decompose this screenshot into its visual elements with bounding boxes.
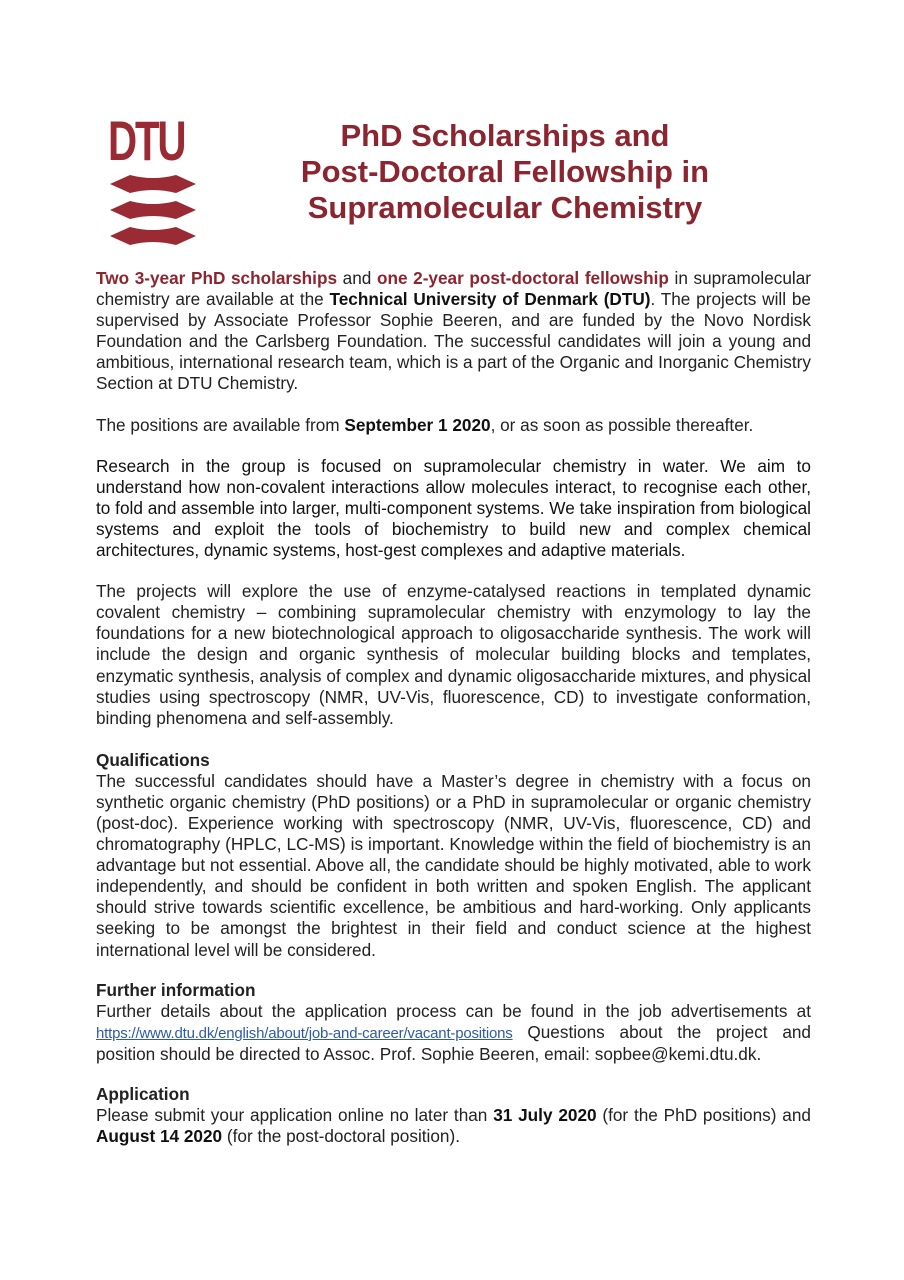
availability-text-1: The positions are available from: [96, 414, 345, 435]
application-paragraph: [96, 1105, 811, 1147]
availability-paragraph: [96, 415, 811, 436]
dtu-logo: [108, 109, 198, 253]
further-info-paragraph: [96, 1001, 811, 1065]
qualifications-paragraph: The successful candidates should have a Master’s degree in chemistry with a focus on synthetic organic chemistry (PhD positions) or a PhD in supramolecular or organic chemistry (post-doc). Experience working with spectroscopy (NMR, UV-Vis, fluorescence, CD) and chromatography (HPLC, LC-MS) is important. Knowledge within the field of biochemistry is an advantage but not essential. Above all, the candidate should be highly motivated, able to work independently, and should be confident in both written and spoken English. The applicant should strive towards scientific excellence, be ambitious and hard-working. Only applicants seeking to be amongst the brightest in their field and conduct science at the highest international level will be considered.: [96, 770, 811, 960]
start-date: September 1 2020: [344, 414, 491, 435]
availability-text-2: , or as soon as possible thereafter.: [490, 414, 754, 435]
projects-paragraph: The projects will explore the use of enzyme-catalysed reactions in templated dynamic covalent chemistry – combining supramolecular chemistry with enzymology to lay the foundations for a new biotechnological approach to oligosaccharide synthesis. The work will include the design and organic synthesis of molecular building blocks and templates, enzymatic synthesis, analysis of complex and dynamic oligosaccharide mixtures, and physical studies using spectroscopy (NMR, UV-Vis, fluorescence, CD) to investigate conformation, binding phenomena and self-assembly.: [96, 581, 811, 728]
application-text-2: (for the PhD positions) and: [596, 1104, 811, 1125]
document-body: [96, 268, 811, 1147]
further-text-2: Questions about the project and position should be directed to Assoc. Prof. Sophie Beeren, email: sopbee@kemi.dtu.dk.: [96, 1021, 811, 1064]
phd-deadline: 31 July 2020: [493, 1104, 597, 1125]
intro-paragraph: [96, 268, 811, 395]
application-text-1: Please submit your application online no later than: [96, 1104, 494, 1125]
research-paragraph: Research in the group is focused on supramolecular chemistry in water. We aim to understand how non-covalent interactions allow molecules interact, to recognise each other, to fold and assemble into larger, multi-component systems. We take inspiration from biological systems and exploit the tools of biochemistry to build new and complex chemical architectures, dynamic systems, host-gest complexes and adaptive materials.: [96, 455, 811, 561]
vacancies-link[interactable]: https://www.dtu.dk/english/about/job-and-career/vacant-positions: [96, 1024, 513, 1042]
application-heading: Application: [96, 1083, 190, 1104]
application-text-3: (for the post-doctoral position).: [222, 1126, 460, 1146]
intro-text-2: in supramolecular chemistry are available at the: [96, 268, 812, 310]
intro-text-1: and: [337, 268, 377, 288]
postdoc-deadline: August 14 2020: [96, 1126, 223, 1146]
title-line-2: Post-Doctoral Fellowship in: [300, 154, 710, 189]
university-name: Technical University of Denmark (DTU): [329, 289, 651, 310]
page-title: [270, 118, 740, 226]
postdoc-highlight: one 2-year post-doctoral fellowship: [376, 268, 669, 288]
logo-text: DTU: [108, 109, 185, 172]
intro-text-3: . The projects will be supervised by Associate Professor Sophie Beeren, and are funded by the Novo Nordisk Foundation and the Carlsberg Foundation. The successful candidates will join a young and ambitious, international research team, which is a part of the Organic and Inorganic Chemistry Section at DTU Chemistry.: [96, 289, 811, 394]
further-text-1: Further details about the application process can be found in the job advertisements at: [96, 1000, 811, 1021]
further-info-heading: Further information: [96, 979, 256, 1000]
title-line-3: Supramolecular Chemistry: [307, 190, 703, 225]
qualifications-heading: Qualifications: [96, 749, 210, 770]
phd-highlight: Two 3-year PhD scholarships: [96, 268, 338, 288]
dtu-waves-icon: [108, 173, 198, 253]
title-line-1: PhD Scholarships and: [340, 118, 670, 153]
